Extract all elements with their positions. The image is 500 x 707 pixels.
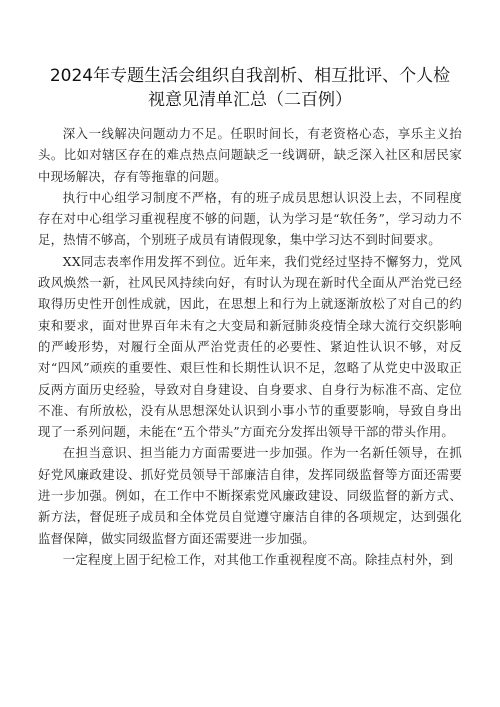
paragraph: 执行中心组学习制度不严格，有的班子成员思想认识没上去，不同程度存在对中心组学习重视程度不够的问题，认为学习是“软任务”，学习动力不足，热情不够高，个别班子成员有请假现象，集中学习达不到时间要求。 <box>38 189 462 248</box>
document-body <box>38 123 462 570</box>
paragraph: 一定程度上固于纪检工作，对其他工作重视程度不高。除挂点村外，到 <box>62 551 454 567</box>
paragraph: XX同志表率作用发挥不到位。近年来，我们党经过坚持不懈努力，党风政风焕然一新，社风民风持续向好，有时认为现在新时代全面从严治党已经取得历史性开创性成就，因此，在思想上和行为上就逐渐放松了对自己的约束和要求，面对世界百年未有之大变局和新冠肺炎疫情全球大流行交织影响的严峻形势，对履行全面从严治党责任的必要性、紧迫性认识不够，对反对“四风”顽疾的重要性、艰巨性和长期性认识不足，忽略了从党史中汲取正反两方面历史经验，导致对自身建设、自身要求、自身行为标准不高、定位不准、有所放松，没有从思想深处认识到小事小节的重要影响，导致自身出现了一系列问题，未能在“五个带头”方面充分发挥出领导干部的带头作用。 <box>38 253 462 440</box>
paragraph: 深入一线解决问题动力不足。任职时间长，有老资格心态，享乐主义抬头。比如对辖区存在的难点热点问题缺乏一线调研，缺乏深入社区和居民家中现场解决，存有等拖靠的问题。 <box>38 126 462 184</box>
document-title-line-2: 视意见清单汇总（二百例） <box>148 90 352 110</box>
document-title-line-1: 2024年专题生活会组织自我剖析、相互批评、个人检 <box>49 66 451 86</box>
paragraph: 在担当意识、担当能力方面需要进一步加强。作为一名新任领导，在抓好党风廉政建设、抓好党员领导干部廉洁自律，发挥同级监督等方面还需要进一步加强。例如，在工作中不断探索党风廉政建设、同级监督的新方式、新方法，督促班子成员和全体党员自觉遵守廉洁自律的各项规定，达到强化监督保障，做实同级监督方面还需要进一步加强。 <box>38 445 462 546</box>
